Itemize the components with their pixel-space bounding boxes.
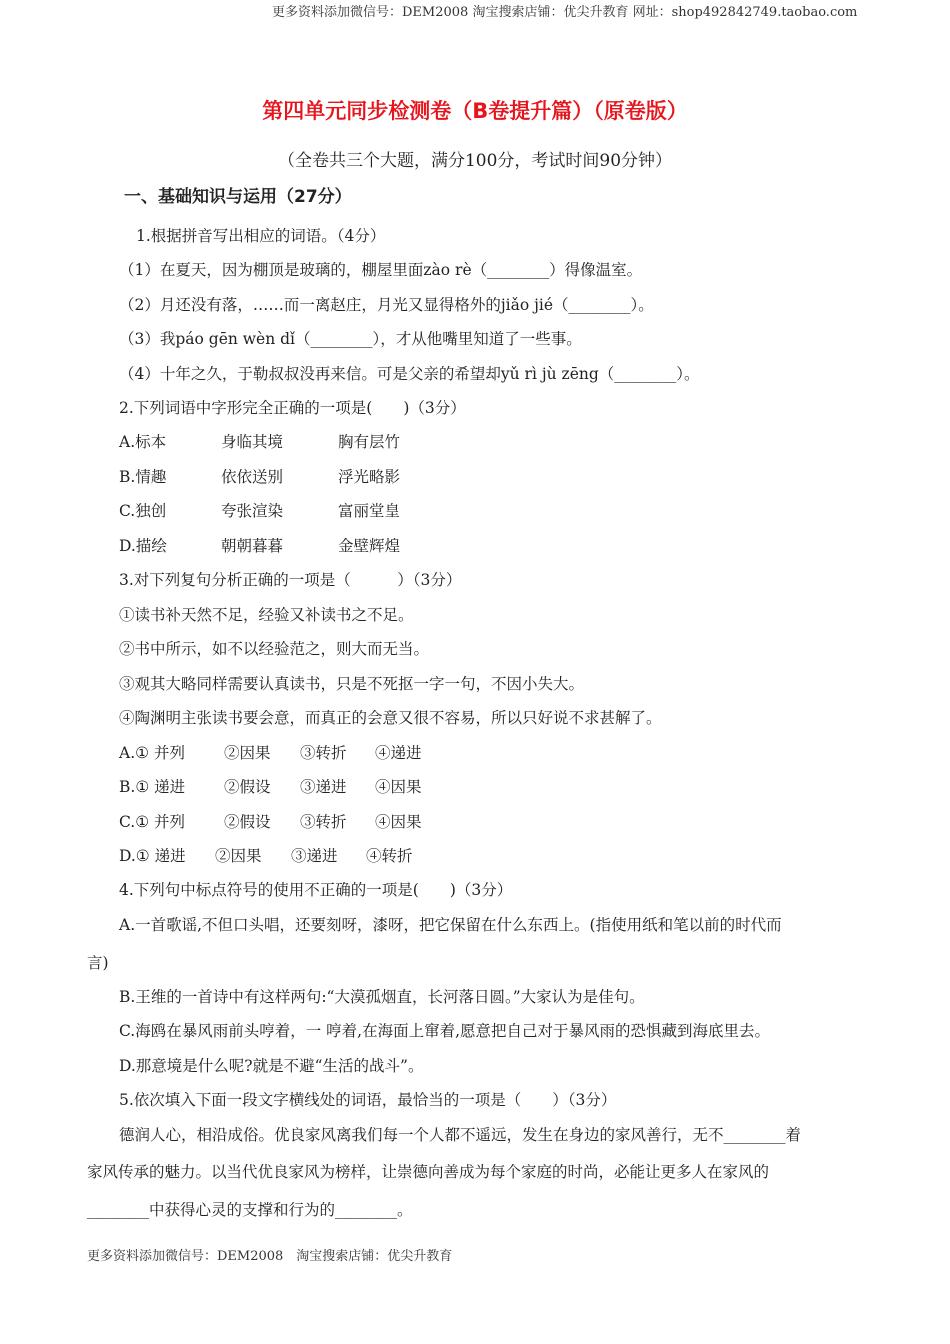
question-2-stem: 2.下列词语中字形完全正确的一项是( )（3分） xyxy=(119,399,466,417)
question-3-sentence: ①读书补天然不足，经验又补读书之不足。 xyxy=(119,606,414,624)
question-3-sentence: ③观其大略同样需要认真读书，只是不死抠一字一句，不因小失大。 xyxy=(119,675,585,693)
question-5-passage: 德润人心，相沿成俗。优良家风离我们每一个人都不遥远，发生在身边的家风善行，无不________着 xyxy=(119,1126,802,1144)
option-word: 朝朝暮暮 xyxy=(221,537,284,555)
option-part: ②假设 xyxy=(224,813,271,831)
option-part: ④因果 xyxy=(375,813,422,831)
option-part: ③转折 xyxy=(300,813,347,831)
option-word: B.情趣 xyxy=(119,468,167,486)
question-3-stem: 3.对下列复句分析正确的一项是（ ）（3分） xyxy=(119,571,462,589)
page-title: 第四单元同步检测卷（B卷提升篇）（原卷版） xyxy=(262,99,688,123)
question-1-item: （3）我páo gēn wèn dǐ（________），才从他嘴里知道了一些事。 xyxy=(119,330,582,348)
option-part: ②因果 xyxy=(224,744,271,762)
question-1-item: （2）月还没有落，……而一离赵庄，月光又显得格外的jiǎo jié（________）。 xyxy=(119,296,654,314)
option-word: C.独创 xyxy=(119,502,167,520)
question-4-option-d: D.那意境是什么呢?就是不避“生活的战斗”。 xyxy=(119,1057,424,1075)
option-part: ③转折 xyxy=(300,744,347,762)
section-heading: 一、基础知识与运用（27分） xyxy=(124,187,352,207)
header-note: 更多资料添加微信号：DEM2008 淘宝搜索店铺：优尖升教育 网址：shop492842749.taobao.com xyxy=(272,5,858,20)
question-4-option-b: B.王维的一首诗中有这样两句:“大漠孤烟直，长河落日圆。”大家认为是佳句。 xyxy=(119,988,645,1006)
question-1-item: （4）十年之久，于勒叔叔没再来信。可是父亲的希望却yǔ rì jù zēng（________）。 xyxy=(119,365,700,383)
question-4-option-a: A.一首歌谣,不但口头唱，还要刻呀，漆呀，把它保留在什么东西上。(指使用纸和笔以前的时代而 xyxy=(119,916,782,934)
option-part: ④转折 xyxy=(366,847,413,865)
option-part: ②因果 xyxy=(215,847,262,865)
question-3-sentence: ④陶渊明主张读书要会意，而真正的会意又很不容易，所以只好说不求甚解了。 xyxy=(119,709,662,727)
question-5-passage: 家风传承的魅力。以当代优良家风为榜样，让崇德向善成为每个家庭的时尚，必能让更多人在家风的 xyxy=(87,1163,770,1181)
question-4-option-a-continued: 言) xyxy=(87,954,109,972)
option-part: ④因果 xyxy=(375,778,422,796)
question-1-stem: 1.根据拼音写出相应的词语。（4分） xyxy=(136,227,386,245)
option-word: 依依送别 xyxy=(221,468,284,486)
question-4-stem: 4.下列句中标点符号的使用不正确的一项是( )（3分） xyxy=(119,881,513,899)
option-part: ④递进 xyxy=(375,744,422,762)
exam-info: （全卷共三个大题，满分100分，考试时间90分钟） xyxy=(277,151,673,171)
option-part: ③递进 xyxy=(300,778,347,796)
question-3-sentence: ②书中所示，如不以经验范之，则大而无当。 xyxy=(119,640,430,658)
option-part: D.① 递进 xyxy=(119,847,186,865)
option-part: B.① 递进 xyxy=(119,778,186,796)
question-5-passage: ________中获得心灵的支撑和行为的________。 xyxy=(87,1201,413,1219)
option-part: ②假设 xyxy=(224,778,271,796)
option-word: 夸张渲染 xyxy=(221,502,284,520)
option-word: D.描绘 xyxy=(119,537,167,555)
option-part: ③递进 xyxy=(291,847,338,865)
option-word: 身临其境 xyxy=(221,433,284,451)
option-word: A.标本 xyxy=(119,433,167,451)
option-word: 浮光略影 xyxy=(338,468,401,486)
option-part: A.① 并列 xyxy=(119,744,185,762)
question-5-stem: 5.依次填入下面一段文字横线处的词语，最恰当的一项是（ ）（3分） xyxy=(119,1091,617,1109)
option-word: 富丽堂皇 xyxy=(338,502,401,520)
option-part: C.① 并列 xyxy=(119,813,186,831)
option-word: 胸有层竹 xyxy=(338,433,401,451)
question-4-option-c: C.海鸥在暴风雨前头哼着，一 哼着,在海面上窜着,愿意把自己对于暴风雨的恐惧藏到海底里去。 xyxy=(119,1022,771,1040)
question-1-item: （1）在夏天，因为棚顶是玻璃的，棚屋里面zào rè（________）得像温室。 xyxy=(119,261,643,279)
option-word: 金壁辉煌 xyxy=(338,537,401,555)
footer-note: 更多资料添加微信号：DEM2008 淘宝搜索店铺：优尖升教育 xyxy=(87,1249,453,1264)
